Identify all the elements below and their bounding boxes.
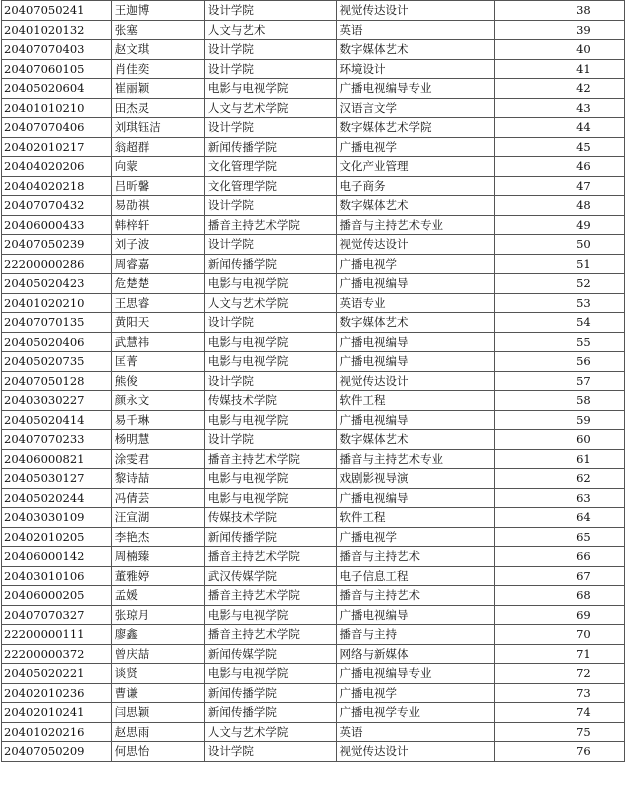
major-cell: 广播电视学 [336,683,494,703]
rank-cell: 65 [494,527,624,547]
student-name-cell: 韩梓轩 [111,215,204,235]
student-id-cell: 22200000372 [2,644,112,664]
student-id-cell: 20405020406 [2,332,112,352]
table-row [2,742,625,762]
rank-cell: 46 [494,157,624,177]
school-cell: 武汉传媒学院 [204,566,336,586]
school-cell: 电影与电视学院 [204,352,336,372]
table-row [2,254,625,274]
student-name-cell: 孟媛 [111,586,204,606]
school-cell: 播音主持艺术学院 [204,215,336,235]
table-row [2,664,625,684]
major-cell: 广播电视学专业 [336,703,494,723]
student-name-cell: 黎诗喆 [111,469,204,489]
rank-cell: 43 [494,98,624,118]
rank-cell: 40 [494,40,624,60]
school-cell: 人文与艺术学院 [204,293,336,313]
student-name-cell: 易千琳 [111,410,204,430]
student-name-cell: 王迦博 [111,1,204,21]
rank-cell: 62 [494,469,624,489]
table-row [2,352,625,372]
student-id-cell: 20406000821 [2,449,112,469]
student-name-cell: 熊俊 [111,371,204,391]
school-cell: 人文与艺术学院 [204,98,336,118]
rank-cell: 72 [494,664,624,684]
student-name-cell: 周睿嘉 [111,254,204,274]
major-cell: 广播电视编导 [336,605,494,625]
major-cell: 广播电视学 [336,137,494,157]
student-id-cell: 20407070403 [2,40,112,60]
rank-cell: 55 [494,332,624,352]
rank-cell: 45 [494,137,624,157]
school-cell: 播音主持艺术学院 [204,625,336,645]
rank-cell: 61 [494,449,624,469]
student-name-cell: 肖佳奕 [111,59,204,79]
rank-cell: 64 [494,508,624,528]
rank-cell: 70 [494,625,624,645]
table-row [2,274,625,294]
table-row [2,371,625,391]
school-cell: 人文与艺术 [204,20,336,40]
major-cell: 广播电视编导专业 [336,79,494,99]
student-id-cell: 20405030127 [2,469,112,489]
rank-cell: 49 [494,215,624,235]
table-row [2,430,625,450]
student-id-cell: 20402010241 [2,703,112,723]
rank-cell: 76 [494,742,624,762]
rank-cell: 39 [494,20,624,40]
student-id-cell: 20401020216 [2,722,112,742]
student-id-cell: 20403010106 [2,566,112,586]
school-cell: 电影与电视学院 [204,605,336,625]
major-cell: 数字媒体艺术 [336,430,494,450]
student-name-cell: 田杰灵 [111,98,204,118]
student-id-cell: 20406000205 [2,586,112,606]
rank-cell: 56 [494,352,624,372]
student-name-cell: 颜永文 [111,391,204,411]
school-cell: 播音主持艺术学院 [204,449,336,469]
student-name-cell: 赵文琪 [111,40,204,60]
student-id-cell: 20405020423 [2,274,112,294]
student-id-cell: 20404020206 [2,157,112,177]
major-cell: 数字媒体艺术学院 [336,118,494,138]
major-cell: 电子信息工程 [336,566,494,586]
major-cell: 广播电视编导专业 [336,664,494,684]
school-cell: 设计学院 [204,430,336,450]
student-name-cell: 黄阳天 [111,313,204,333]
school-cell: 设计学院 [204,1,336,21]
school-cell: 设计学院 [204,40,336,60]
major-cell: 播音与主持艺术 [336,547,494,567]
table-row [2,313,625,333]
rank-cell: 38 [494,1,624,21]
major-cell: 数字媒体艺术 [336,196,494,216]
student-name-cell: 谈贤 [111,664,204,684]
student-name-cell: 曹谦 [111,683,204,703]
rank-cell: 74 [494,703,624,723]
school-cell: 播音主持艺术学院 [204,586,336,606]
major-cell: 播音与主持艺术专业 [336,215,494,235]
rank-cell: 66 [494,547,624,567]
rank-cell: 52 [494,274,624,294]
table-row [2,547,625,567]
school-cell: 文化管理学院 [204,176,336,196]
table-row [2,176,625,196]
rank-cell: 58 [494,391,624,411]
rank-cell: 51 [494,254,624,274]
major-cell: 电子商务 [336,176,494,196]
school-cell: 设计学院 [204,313,336,333]
student-id-cell: 20402010205 [2,527,112,547]
rank-cell: 69 [494,605,624,625]
student-name-cell: 曾庆喆 [111,644,204,664]
major-cell: 软件工程 [336,391,494,411]
major-cell: 英语专业 [336,293,494,313]
rank-cell: 42 [494,79,624,99]
student-id-cell: 20407070327 [2,605,112,625]
table-row [2,79,625,99]
student-id-cell: 20407070233 [2,430,112,450]
student-name-cell: 杨明慧 [111,430,204,450]
major-cell: 播音与主持艺术专业 [336,449,494,469]
school-cell: 电影与电视学院 [204,664,336,684]
rank-cell: 63 [494,488,624,508]
student-id-cell: 20402010236 [2,683,112,703]
school-cell: 设计学院 [204,371,336,391]
student-id-cell: 20407070406 [2,118,112,138]
student-ranking-table [1,0,625,762]
table-row [2,40,625,60]
table-row [2,683,625,703]
major-cell: 广播电视编导 [336,274,494,294]
school-cell: 电影与电视学院 [204,332,336,352]
student-name-cell: 赵思雨 [111,722,204,742]
table-row [2,644,625,664]
school-cell: 电影与电视学院 [204,410,336,430]
table-row [2,235,625,255]
student-id-cell: 20401010210 [2,98,112,118]
school-cell: 传媒技术学院 [204,391,336,411]
table-row [2,469,625,489]
student-name-cell: 吕昕馨 [111,176,204,196]
school-cell: 设计学院 [204,742,336,762]
major-cell: 视觉传达设计 [336,371,494,391]
student-id-cell: 20402010217 [2,137,112,157]
major-cell: 广播电视编导 [336,410,494,430]
student-name-cell: 冯倩芸 [111,488,204,508]
student-id-cell: 20404020218 [2,176,112,196]
student-id-cell: 20403030109 [2,508,112,528]
rank-cell: 54 [494,313,624,333]
table-row [2,293,625,313]
student-id-cell: 20407070432 [2,196,112,216]
table-row [2,527,625,547]
table-row [2,586,625,606]
rank-cell: 59 [494,410,624,430]
rank-cell: 53 [494,293,624,313]
major-cell: 播音与主持艺术 [336,586,494,606]
major-cell: 网络与新媒体 [336,644,494,664]
school-cell: 设计学院 [204,118,336,138]
table-row [2,391,625,411]
school-cell: 新闻传播学院 [204,527,336,547]
rank-cell: 50 [494,235,624,255]
school-cell: 设计学院 [204,59,336,79]
rank-cell: 71 [494,644,624,664]
student-id-cell: 20407070135 [2,313,112,333]
major-cell: 广播电视学 [336,527,494,547]
student-id-cell: 20407050209 [2,742,112,762]
major-cell: 播音与主持 [336,625,494,645]
student-id-cell: 20403030227 [2,391,112,411]
student-name-cell: 王思睿 [111,293,204,313]
school-cell: 设计学院 [204,235,336,255]
student-name-cell: 危楚楚 [111,274,204,294]
student-name-cell: 涂雯君 [111,449,204,469]
student-id-cell: 20405020735 [2,352,112,372]
table-row [2,488,625,508]
student-name-cell: 武慧祎 [111,332,204,352]
student-id-cell: 22200000286 [2,254,112,274]
table-row [2,605,625,625]
rank-cell: 75 [494,722,624,742]
table-row [2,98,625,118]
student-id-cell: 20405020604 [2,79,112,99]
school-cell: 新闻传播学院 [204,137,336,157]
major-cell: 戏剧影视导演 [336,469,494,489]
major-cell: 广播电视编导 [336,488,494,508]
table-row [2,566,625,586]
student-name-cell: 闫思颖 [111,703,204,723]
rank-cell: 67 [494,566,624,586]
student-id-cell: 20405020221 [2,664,112,684]
school-cell: 播音主持艺术学院 [204,547,336,567]
table-row [2,196,625,216]
table-body [2,1,625,762]
school-cell: 文化管理学院 [204,157,336,177]
major-cell: 广播电视编导 [336,352,494,372]
major-cell: 环境设计 [336,59,494,79]
table-row [2,449,625,469]
school-cell: 电影与电视学院 [204,274,336,294]
student-name-cell: 何思怡 [111,742,204,762]
rank-cell: 41 [494,59,624,79]
student-name-cell: 易劭祺 [111,196,204,216]
table-row [2,20,625,40]
school-cell: 新闻传媒学院 [204,644,336,664]
student-name-cell: 翁超群 [111,137,204,157]
school-cell: 电影与电视学院 [204,469,336,489]
table-row [2,1,625,21]
major-cell: 英语 [336,20,494,40]
table-row [2,137,625,157]
major-cell: 视觉传达设计 [336,1,494,21]
table-row [2,508,625,528]
student-id-cell: 20405020244 [2,488,112,508]
table-row [2,722,625,742]
student-id-cell: 20407060105 [2,59,112,79]
student-id-cell: 20407050241 [2,1,112,21]
table-row [2,157,625,177]
student-name-cell: 崔丽颖 [111,79,204,99]
major-cell: 数字媒体艺术 [336,40,494,60]
school-cell: 设计学院 [204,196,336,216]
student-name-cell: 张琼月 [111,605,204,625]
rank-cell: 47 [494,176,624,196]
student-id-cell: 20407050128 [2,371,112,391]
table-row [2,215,625,235]
student-id-cell: 20405020414 [2,410,112,430]
student-name-cell: 董雅婷 [111,566,204,586]
rank-cell: 57 [494,371,624,391]
student-name-cell: 匡菁 [111,352,204,372]
student-name-cell: 李艳杰 [111,527,204,547]
student-id-cell: 20401020210 [2,293,112,313]
table-row [2,118,625,138]
rank-cell: 68 [494,586,624,606]
major-cell: 视觉传达设计 [336,235,494,255]
student-id-cell: 20401020132 [2,20,112,40]
major-cell: 广播电视学 [336,254,494,274]
rank-cell: 44 [494,118,624,138]
rank-cell: 73 [494,683,624,703]
school-cell: 新闻传播学院 [204,683,336,703]
table-row [2,59,625,79]
major-cell: 文化产业管理 [336,157,494,177]
rank-cell: 48 [494,196,624,216]
major-cell: 软件工程 [336,508,494,528]
major-cell: 英语 [336,722,494,742]
student-id-cell: 22200000111 [2,625,112,645]
student-name-cell: 周楠臻 [111,547,204,567]
student-name-cell: 汪宣湖 [111,508,204,528]
student-id-cell: 20407050239 [2,235,112,255]
major-cell: 数字媒体艺术 [336,313,494,333]
table-row [2,625,625,645]
school-cell: 传媒技术学院 [204,508,336,528]
major-cell: 广播电视编导 [336,332,494,352]
student-name-cell: 刘子波 [111,235,204,255]
rank-cell: 60 [494,430,624,450]
student-name-cell: 刘琪钰洁 [111,118,204,138]
school-cell: 电影与电视学院 [204,79,336,99]
school-cell: 电影与电视学院 [204,488,336,508]
table-row [2,703,625,723]
student-id-cell: 20406000433 [2,215,112,235]
major-cell: 汉语言文学 [336,98,494,118]
student-id-cell: 20406000142 [2,547,112,567]
student-name-cell: 向蒙 [111,157,204,177]
school-cell: 新闻传播学院 [204,254,336,274]
student-name-cell: 张塞 [111,20,204,40]
student-name-cell: 廖鑫 [111,625,204,645]
table-row [2,410,625,430]
school-cell: 新闻传播学院 [204,703,336,723]
major-cell: 视觉传达设计 [336,742,494,762]
table-row [2,332,625,352]
school-cell: 人文与艺术学院 [204,722,336,742]
